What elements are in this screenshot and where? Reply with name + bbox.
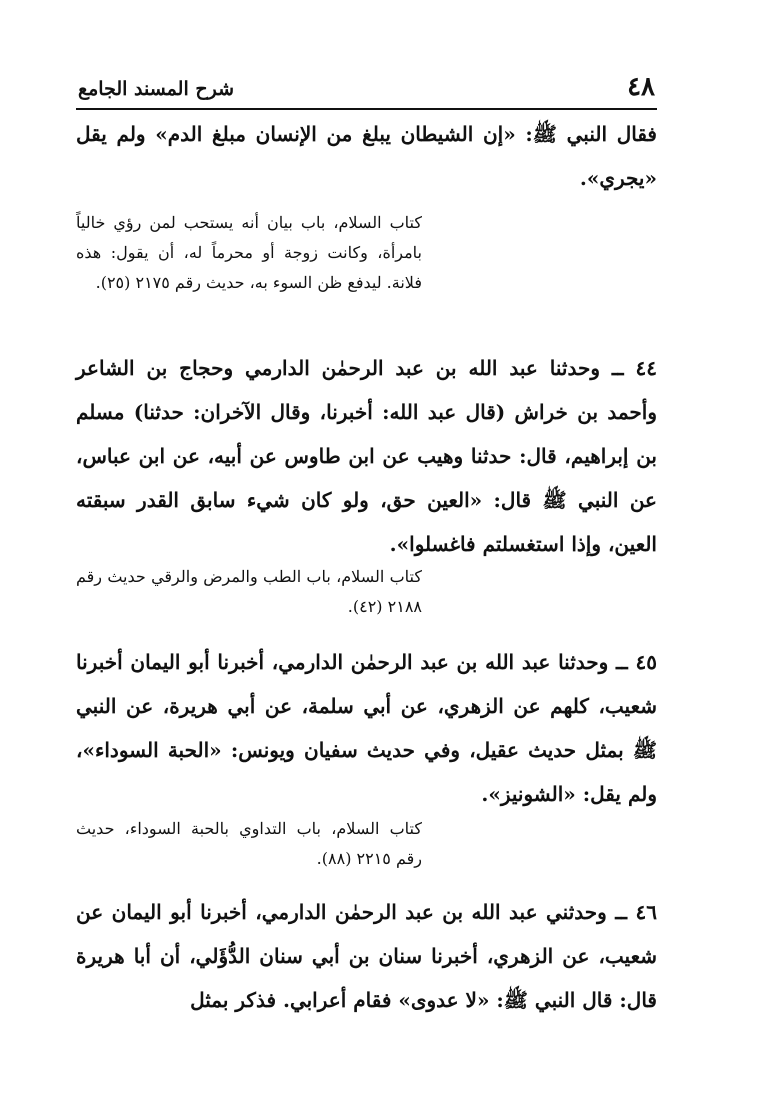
hadith-44-paragraph: ٤٤ ــ وحدثنا عبد الله بن عبد الرحمٰن الدارمي وحجاج بن الشاعر وأحمد بن خراش (قال عبد الله: أخبرنا، وقال الآخران: حدثنا) مسلم بن إبراهيم، قال: حدثنا وهيب عن ابن طاوس عن أبيه، عن ابن عباس، عن النبي ﷺ قال: «العين حق، ولو كان شيء سابق القدر سبقته العين، وإذا استغسلتم فاغسلوا». — [76, 356, 657, 556]
reference-footnote-1: كتاب السلام، باب بيان أنه يستحب لمن رؤي خالياً بامرأة، وكانت زوجة أو محرماً له، أن يقول: هذه فلانة. ليدفع ظن السوء به، حديث رقم ٢١٧٥ (٢٥). — [76, 213, 422, 292]
page-header — [76, 72, 657, 110]
hadith-45-paragraph: ٤٥ ــ وحدثنا عبد الله بن عبد الرحمٰن الدارمي، أخبرنا أبو اليمان أخبرنا شعيب، كلهم عن الزهري، عن أبي سلمة، عن أبي هريرة، عن النبي ﷺ بمثل حديث عقيل، وفي حديث سفيان ويونس: «الحبة السوداء»، ولم يقل: «الشونيز». — [76, 650, 657, 806]
reference-footnote-2: كتاب السلام، باب الطب والمرض والرقي حديث رقم ٢١٨٨ (٤٢). — [76, 567, 422, 616]
hadith-46-paragraph: ٤٦ ــ وحدثني عبد الله بن عبد الرحمٰن الدارمي، أخبرنا أبو اليمان عن شعيب، عن الزهري، أخبرنا سنان بن أبي سنان الدُّؤَلي، أن أبا هريرة قال: قال النبي ﷺ: «لا عدوى» فقام أعرابي. فذكر بمثل — [76, 900, 657, 1012]
running-title: شرح المسند الجامع — [78, 78, 235, 100]
intro-paragraph: فقال النبي ﷺ: «إن الشيطان يبلغ من الإنسان مبلغ الدم» ولم يقل «يجري». — [76, 122, 657, 190]
page-number: ٤٨ — [627, 72, 655, 102]
reference-footnote-3: كتاب السلام، باب التداوي بالحبة السوداء، حديث رقم ٢٢١٥ (٨٨). — [76, 819, 422, 868]
